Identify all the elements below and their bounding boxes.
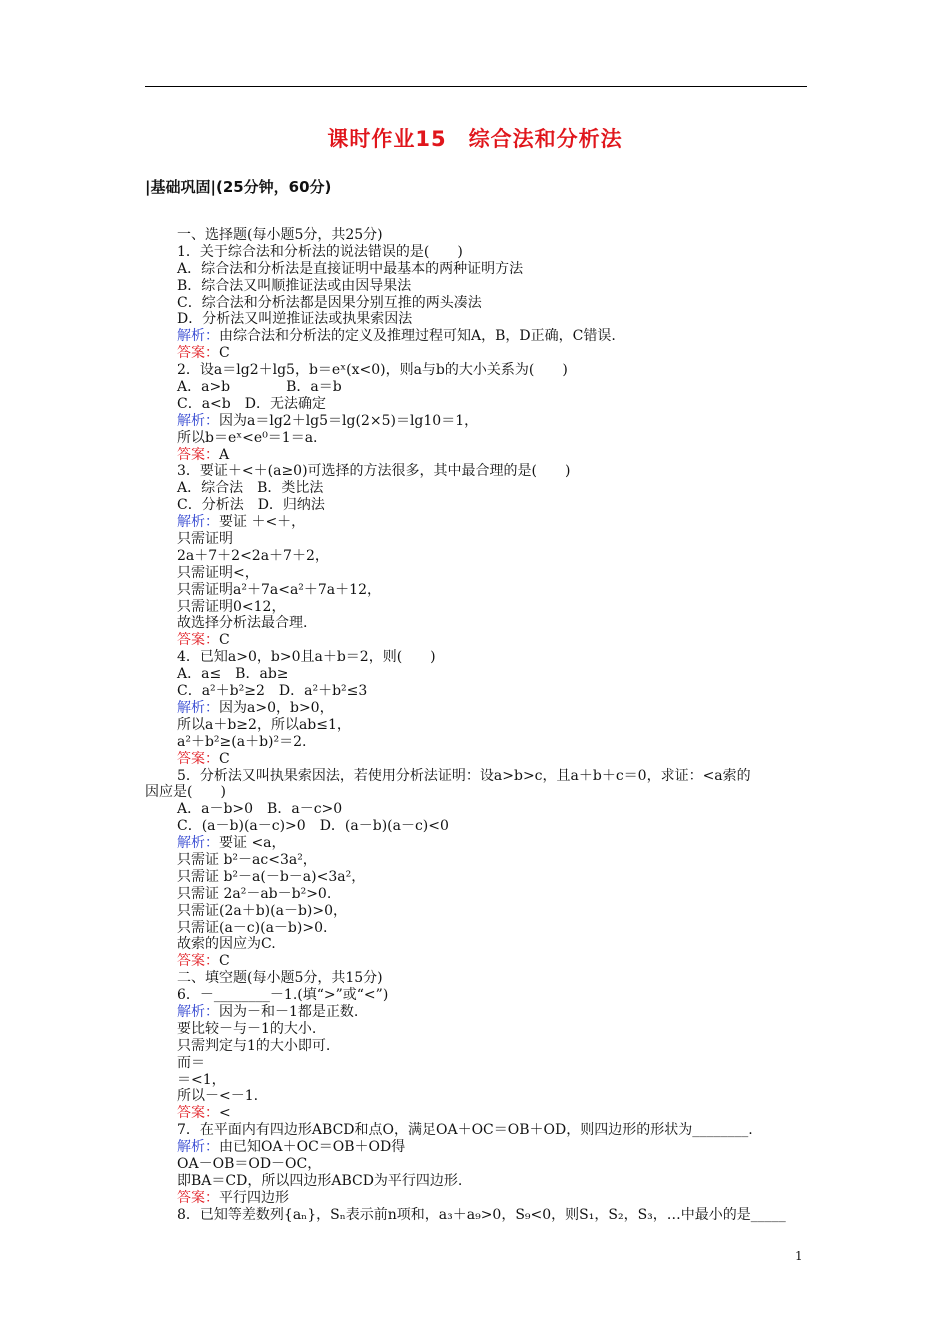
line-text: 要证 ＋<＋， xyxy=(219,514,306,531)
text-line xyxy=(145,345,813,362)
text-line xyxy=(145,227,813,244)
text-line xyxy=(145,852,813,869)
line-text: 因为a＝lg2＋lg5＝lg(2×5)＝lg10＝1， xyxy=(219,412,479,429)
text-line xyxy=(145,548,813,565)
text-line xyxy=(145,649,813,666)
text-line xyxy=(145,1088,813,1105)
solution-label: 解析： xyxy=(177,514,219,531)
line-text: 只需证明0<12， xyxy=(177,598,286,615)
text-line xyxy=(145,430,813,447)
line-text: C xyxy=(219,345,230,362)
text-line xyxy=(145,700,813,717)
text-line xyxy=(145,920,813,937)
text-line xyxy=(145,261,813,278)
line-text: 只需证明<， xyxy=(177,564,259,581)
line-text: OA－OB＝OD－OC， xyxy=(177,1155,322,1172)
line-text: 故选择分析法最合理. xyxy=(177,615,308,632)
line-text: 只需证明 xyxy=(177,531,233,548)
line-text: A．综合法 B．类比法 xyxy=(177,480,324,497)
text-line xyxy=(145,311,813,328)
line-text: 只需证 b²－ac<3a²， xyxy=(177,851,317,868)
solution-label: 解析： xyxy=(177,412,219,429)
text-line xyxy=(145,396,813,413)
text-line xyxy=(145,1207,813,1224)
solution-label: 解析： xyxy=(177,835,219,852)
text-line xyxy=(145,328,813,345)
line-text: 2a＋7＋2<2a＋7＋2， xyxy=(177,547,329,564)
text-line xyxy=(145,835,813,852)
section-heading: |基础巩固|(25分钟，60分) xyxy=(145,178,332,196)
line-text: 由综合法和分析法的定义及推理过程可知A，B，D正确，C错误. xyxy=(219,328,616,345)
line-text: 故索的因应为C. xyxy=(177,936,276,953)
text-line xyxy=(145,683,813,700)
text-line xyxy=(145,869,813,886)
text-line xyxy=(145,1038,813,1055)
line-text: 2．设a＝lg2＋lg5，b＝eˣ(x<0)，则a与b的大小关系为( ) xyxy=(177,362,568,379)
line-text: C．(a－b)(a－c)>0 D．(a－b)(a－c)<0 xyxy=(177,818,449,835)
line-text: 由已知OA＋OC＝OB＋OD得 xyxy=(219,1139,406,1156)
solution-label: 解析： xyxy=(177,699,219,716)
line-text: 7．在平面内有四边形ABCD和点O，满足OA＋OC＝OB＋OD，则四边形的形状为________. xyxy=(177,1122,753,1139)
text-line xyxy=(145,1072,813,1089)
line-text: 8．已知等差数列{aₙ}，Sₙ表示前n项和，a₃＋a₉>0，S₉<0，则S₁，S₂，S₃，…中最小的是_____ xyxy=(177,1206,786,1223)
line-text: 只需判定与1的大小即可. xyxy=(177,1037,331,1054)
line-text: B．综合法又叫顺推证法或由因导果法 xyxy=(177,277,412,294)
line-text: 3．要证＋<＋(a≥0)可选择的方法很多，其中最合理的是( ) xyxy=(177,463,571,480)
line-text: C xyxy=(219,953,230,970)
line-text: 1．关于综合法和分析法的说法错误的是( ) xyxy=(177,243,463,260)
line-text: A．a－b>0 B．a－c>0 xyxy=(177,801,343,818)
text-line xyxy=(145,936,813,953)
text-line xyxy=(145,751,813,768)
line-text: ＝<1， xyxy=(177,1071,226,1088)
line-text: 只需证(2a＋b)(a－b)>0， xyxy=(177,902,348,919)
line-text: 二、填空题(每小题5分，共15分) xyxy=(177,970,383,987)
line-text: 要比较－与－1的大小. xyxy=(177,1020,317,1037)
line-text: 只需证明a²＋7a<a²＋7a＋12， xyxy=(177,581,381,598)
text-line xyxy=(145,1190,813,1207)
text-line xyxy=(145,1055,813,1072)
text-line xyxy=(145,886,813,903)
line-text: 平行四边形 xyxy=(219,1189,289,1206)
page-number: 1 xyxy=(795,1249,803,1263)
line-text: 所以b＝eˣ<e⁰＝1＝a. xyxy=(177,429,318,446)
text-line xyxy=(145,295,813,312)
text-line xyxy=(145,531,813,548)
text-line xyxy=(145,784,813,801)
line-text: 因为－和－1都是正数. xyxy=(219,1003,359,1020)
line-text: a²＋b²≥(a＋b)²＝2. xyxy=(177,733,307,750)
line-text: A．a≤ B．ab≥ xyxy=(177,666,289,683)
line-text: A xyxy=(219,446,230,463)
text-line xyxy=(145,278,813,295)
answer-label: 答案： xyxy=(177,1189,219,1206)
line-text: 只需证 2a²－ab－b²>0. xyxy=(177,885,332,902)
document-body xyxy=(145,227,813,1224)
text-line xyxy=(145,717,813,734)
text-line xyxy=(145,1004,813,1021)
text-line xyxy=(145,1122,813,1139)
answer-label: 答案： xyxy=(177,345,219,362)
answer-label: 答案： xyxy=(177,446,219,463)
solution-label: 解析： xyxy=(177,1139,219,1156)
text-line xyxy=(145,1156,813,1173)
text-line xyxy=(145,497,813,514)
line-text: C．a²＋b²≥2 D．a²＋b²≤3 xyxy=(177,683,368,700)
text-line xyxy=(145,480,813,497)
answer-label: 答案： xyxy=(177,632,219,649)
line-text: A．a>b B．a＝b xyxy=(177,379,342,396)
line-text: 5．分析法又叫执果索因法，若使用分析法证明：设a>b>c，且a＋b＋c＝0，求证：<a索的 xyxy=(177,767,751,784)
line-text: 因为a>0，b>0， xyxy=(219,699,334,716)
text-line xyxy=(145,970,813,987)
line-text: 即BA＝CD，所以四边形ABCD为平行四边形. xyxy=(177,1172,463,1189)
text-line xyxy=(145,632,813,649)
answer-label: 答案： xyxy=(177,953,219,970)
line-text: 一、选择题(每小题5分，共25分) xyxy=(177,227,383,243)
line-text: C xyxy=(219,750,230,767)
line-text: 所以－<－1. xyxy=(177,1088,259,1105)
line-text: 只需证(a－c)(a－b)>0. xyxy=(177,919,328,936)
line-text: 因应是( ) xyxy=(145,784,226,801)
line-text: C．a<b D．无法确定 xyxy=(177,395,326,412)
text-line xyxy=(145,666,813,683)
answer-label: 答案： xyxy=(177,750,219,767)
text-line xyxy=(145,768,813,785)
line-text: C．综合法和分析法都是因果分别互推的两头凑法 xyxy=(177,294,482,311)
answer-label: 答案： xyxy=(177,1105,219,1122)
line-text: 只需证 b²－a(－b－a)<3a²， xyxy=(177,868,366,885)
text-line xyxy=(145,599,813,616)
text-line xyxy=(145,1139,813,1156)
text-line xyxy=(145,362,813,379)
text-line xyxy=(145,565,813,582)
line-text: C xyxy=(219,632,230,649)
solution-label: 解析： xyxy=(177,1003,219,1020)
text-line xyxy=(145,447,813,464)
line-text: C．分析法 D．归纳法 xyxy=(177,497,325,514)
line-text: D．分析法又叫逆推证法或执果索因法 xyxy=(177,311,413,328)
line-text: 所以a＋b≥2，所以ab≤1， xyxy=(177,716,351,733)
text-line xyxy=(145,379,813,396)
line-text: 6．－________－1.(填“>”或“<”) xyxy=(177,987,389,1004)
solution-label: 解析： xyxy=(177,328,219,345)
text-line xyxy=(145,582,813,599)
text-line xyxy=(145,953,813,970)
text-line xyxy=(145,734,813,751)
line-text: 4．已知a>0，b>0且a＋b＝2，则( ) xyxy=(177,649,436,666)
text-line xyxy=(145,1105,813,1122)
text-line xyxy=(145,818,813,835)
line-text: < xyxy=(219,1105,231,1122)
text-line xyxy=(145,463,813,480)
text-line xyxy=(145,987,813,1004)
text-line xyxy=(145,413,813,430)
line-text: 要证 <a， xyxy=(219,835,286,852)
text-line xyxy=(145,514,813,531)
text-line xyxy=(145,244,813,261)
text-line xyxy=(145,1173,813,1190)
text-line xyxy=(145,1021,813,1038)
header-rule xyxy=(145,86,807,87)
line-text: A．综合法和分析法是直接证明中最基本的两种证明方法 xyxy=(177,260,524,277)
line-text: 而＝ xyxy=(177,1054,205,1071)
text-line xyxy=(145,801,813,818)
text-line xyxy=(145,903,813,920)
text-line xyxy=(145,615,813,632)
page-title: 课时作业15 综合法和分析法 xyxy=(327,127,623,151)
